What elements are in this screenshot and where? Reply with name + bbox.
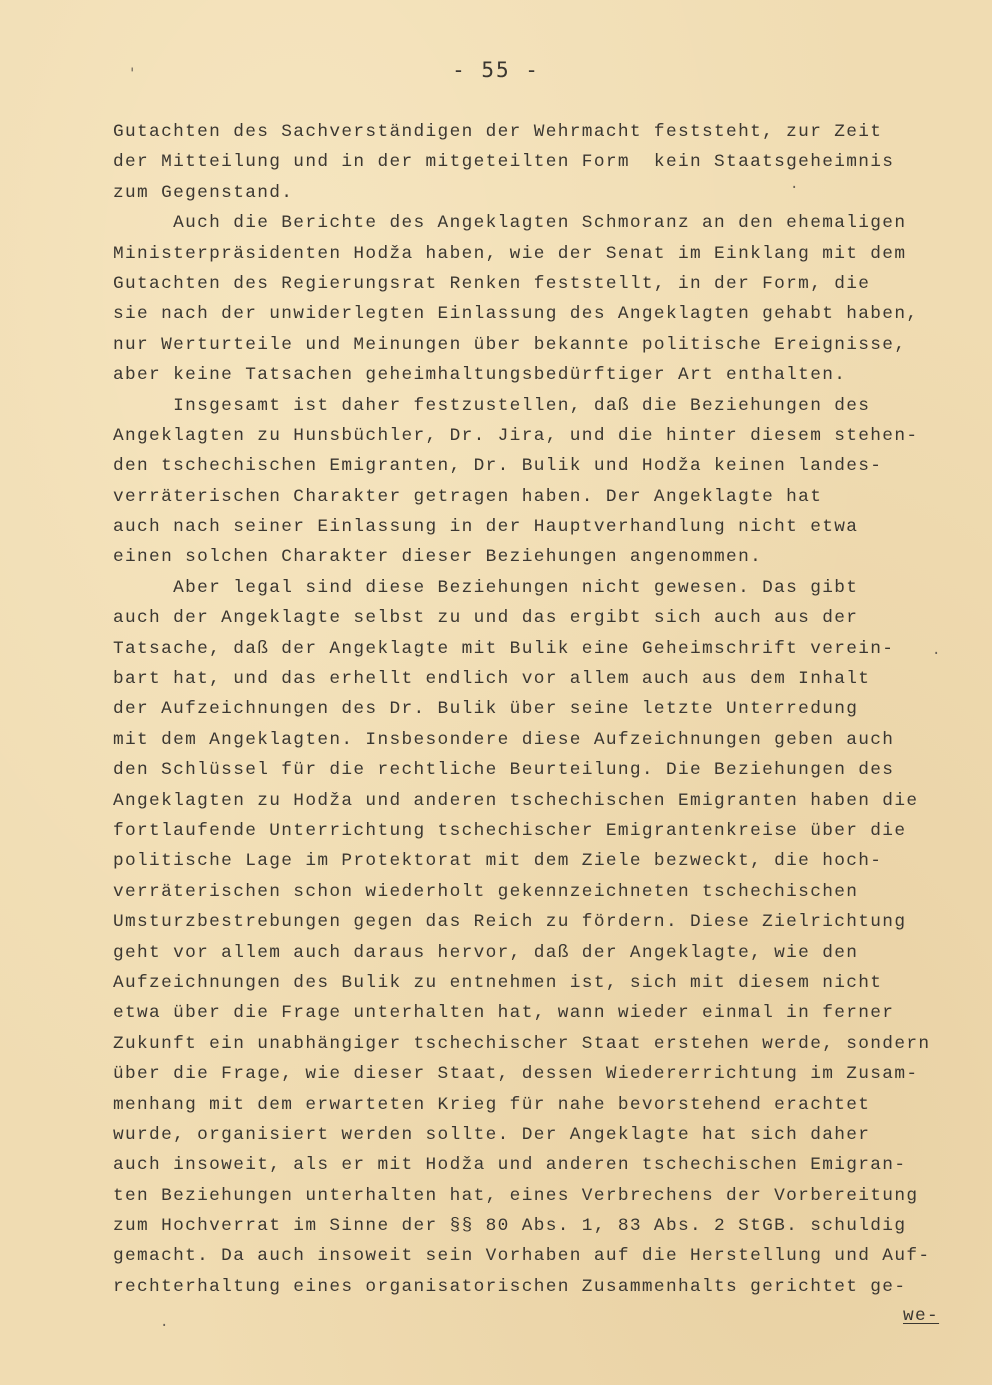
text-line: den Schlüssel für die rechtliche Beurteilung. Die Beziehungen des [113, 760, 895, 781]
text-line: verräterischen Charakter getragen haben. Der Angeklagte hat [113, 486, 823, 507]
text-line: mit dem Angeklagten. Insbesondere diese Aufzeichnungen geben auch [113, 729, 895, 750]
body-text [113, 117, 973, 1302]
stray-mark: · [932, 646, 941, 662]
text-line: auch insoweit, als er mit Hodža und anderen tschechischen Emigran- [113, 1155, 907, 1176]
text-line: menhang mit dem erwarteten Krieg für nahe bevorstehend erachtet [113, 1094, 871, 1115]
text-line: aber keine Tatsachen geheimhaltungsbedürftiger Art enthalten. [113, 365, 847, 386]
text-line: auch der Angeklagte selbst zu und das ergibt sich auch aus der [113, 608, 859, 629]
text-line: auch nach seiner Einlassung in der Hauptverhandlung nicht etwa [113, 517, 859, 538]
text-line: Aber legal sind diese Beziehungen nicht gewesen. Das gibt [113, 577, 859, 598]
text-line: fortlaufende Unterrichtung tschechischer Emigrantenkreise über die [113, 820, 907, 841]
text-line: Auch die Berichte des Angeklagten Schmoranz an den ehemaligen [113, 213, 907, 234]
text-line: der Aufzeichnungen des Dr. Bulik über seine letzte Unterredung [113, 699, 859, 720]
text-line: politische Lage im Protektorat mit dem Ziele bezweckt, die hoch- [113, 851, 883, 872]
text-line: sie nach der unwiderlegten Einlassung des Angeklagten gehabt haben, [113, 304, 919, 325]
stray-mark: · [790, 180, 799, 196]
text-line: nur Werturteile und Meinungen über bekannte politische Ereignisse, [113, 334, 907, 355]
stray-mark: ' [128, 66, 137, 82]
text-line: Zukunft ein unabhängiger tschechischer Staat erstehen werde, sondern [113, 1033, 931, 1054]
text-line: Tatsache, daß der Angeklagte mit Bulik eine Geheimschrift verein- [113, 638, 895, 659]
text-line: gemacht. Da auch insoweit sein Vorhaben auf die Herstellung und Auf- [113, 1246, 931, 1267]
text-line: der Mitteilung und in der mitgeteilten Form kein Staatsgeheimnis [113, 152, 895, 173]
text-line: den tschechischen Emigranten, Dr. Bulik und Hodža keinen landes- [113, 456, 883, 477]
text-line: ten Beziehungen unterhalten hat, eines Verbrechens der Vorbereitung [113, 1185, 919, 1206]
text-line: rechterhaltung eines organisatorischen Zusammenhalts gerichtet ge- [113, 1276, 907, 1297]
stray-mark: · [160, 1318, 169, 1334]
text-line: Gutachten des Regierungsrat Renken feststellt, in der Form, die [113, 273, 871, 294]
text-line: Umsturzbestrebungen gegen das Reich zu fördern. Diese Zielrichtung [113, 912, 907, 933]
text-line: verräterischen schon wiederholt gekennzeichneten tschechischen [113, 881, 859, 902]
text-line: Aufzeichnungen des Bulik zu entnehmen ist, sich mit diesem nicht [113, 972, 883, 993]
text-line: etwa über die Frage unterhalten hat, wann wieder einmal in ferner [113, 1003, 895, 1024]
page-number: - 55 - [452, 58, 540, 82]
text-line: Gutachten des Sachverständigen der Wehrmacht feststeht, zur Zeit [113, 122, 883, 142]
text-line: Angeklagten zu Hodža und anderen tschechischen Emigranten haben die [113, 790, 919, 811]
text-line: Angeklagten zu Hunsbüchler, Dr. Jira, und die hinter diesem stehen- [113, 425, 919, 446]
text-line: zum Hochverrat im Sinne der §§ 80 Abs. 1, 83 Abs. 2 StGB. schuldig [113, 1216, 907, 1237]
catchword: we- [903, 1306, 940, 1326]
text-line: geht vor allem auch daraus hervor, daß der Angeklagte, wie den [113, 942, 859, 963]
text-line: bart hat, und das erhellt endlich vor allem auch aus dem Inhalt [113, 669, 871, 690]
text-line: zum Gegenstand. [113, 182, 294, 203]
text-line: wurde, organisiert werden sollte. Der Angeklagte hat sich daher [113, 1124, 871, 1145]
text-line: Ministerpräsidenten Hodža haben, wie der Senat im Einklang mit dem [113, 243, 907, 264]
text-line: einen solchen Charakter dieser Beziehungen angenommen. [113, 547, 763, 568]
text-line: Insgesamt ist daher festzustellen, daß die Beziehungen des [113, 395, 871, 416]
text-line: über die Frage, wie dieser Staat, dessen Wiedererrichtung im Zusam- [113, 1064, 919, 1085]
